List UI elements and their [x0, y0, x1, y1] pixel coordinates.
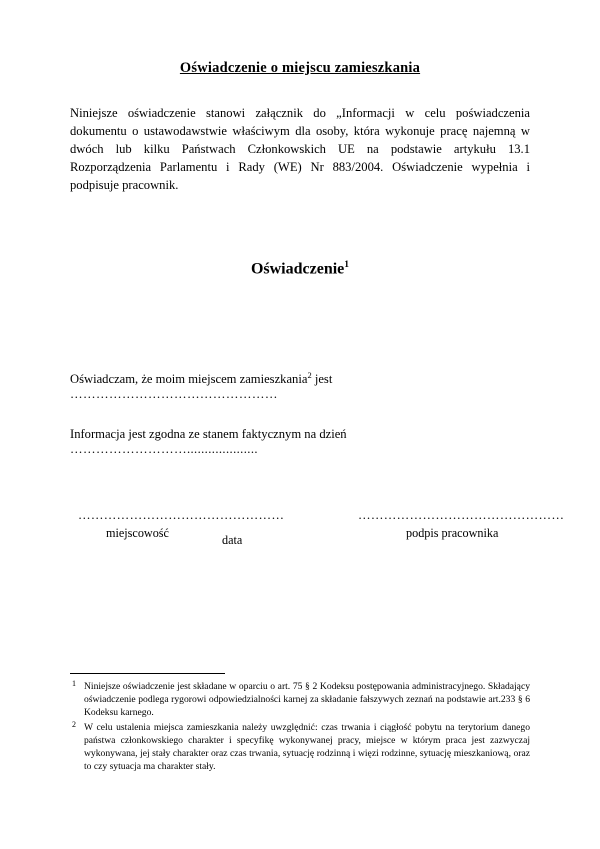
- footnote-2: [70, 721, 530, 774]
- residence-fill-field[interactable]: …………………………………………: [70, 387, 278, 402]
- label-signature: podpis pracownika: [406, 526, 499, 540]
- document-content: [70, 60, 565, 547]
- footnote-separator: [70, 673, 225, 674]
- declaration-heading: [70, 260, 530, 278]
- footnote-1: [70, 680, 530, 720]
- statement-residence-text: Oświadczam, że moim miejscem zamieszkania: [70, 372, 308, 387]
- signature-labels: [358, 526, 558, 544]
- date-fill-field[interactable]: ………………………....................: [70, 442, 258, 456]
- signature-block-employee: [358, 508, 565, 544]
- statement-residence-footnote-marker: 2: [307, 370, 312, 380]
- signature-row: [70, 508, 565, 558]
- footnote-2-number: 2: [72, 719, 76, 729]
- footnote-1-text: Niniejsze oświadczenie jest składane w oparciu o art. 75 § 2 Kodeksu postępowania administracyjnego. Składający oświadczenie podlega rygorowi odpowiedzialności karnej za składanie fałszywych zeznań na podstawie art.233 § 6 Kodeksu karnego.: [84, 681, 530, 719]
- footnote-1-number: 1: [72, 679, 76, 688]
- label-place: miejscowość: [106, 526, 169, 540]
- declaration-heading-text: Oświadczenie: [250, 260, 345, 278]
- statement-residence-text-after: jest: [311, 372, 333, 387]
- declaration-heading-footnote-marker: 1: [344, 260, 350, 270]
- signature-fill-field[interactable]: …………………………………………: [358, 508, 565, 522]
- footnote-2-text: W celu ustalenia miejsca zamieszkania należy uwzględnić: czas trwania i ciągłość pobytu na terytorium danego państwa członkowskiego charakter i specyfikę wykonywanej pracy, miejsce w którym praca jest zazwyczaj wykonywana, jej stały charakter oraz czas trwania, sytuację rodzinną i więzi rodzinne, sytuację mieszkaniową, oraz to czy sytuacja ma charakter stały.: [84, 721, 530, 773]
- label-date: data: [222, 533, 243, 547]
- place-date-fill-field[interactable]: …………………………………………: [78, 508, 285, 522]
- signature-block-place-date: [78, 508, 308, 547]
- page-title: Oświadczenie o miejscu zamieszkania: [179, 60, 421, 76]
- place-date-labels: [78, 526, 308, 547]
- statement-date: [70, 427, 530, 457]
- statement-date-text: Informacja jest zgodna ze stanem faktycznym na dzień: [70, 427, 347, 441]
- statement-residence: [70, 370, 530, 402]
- intro-paragraph: Niniejsze oświadczenie stanowi załącznik do „Informacji w celu poświadczenia dokumentu o ustawodawstwie właściwym dla osoby, która wykonuje pracę najemną w dwóch lub kilku Państwach Członkowskich UE na podstawie artykułu 13.1 Rozporządzenia Parlamentu i Rady (WE) Nr 883/2004. Oświadczenie wypełnia i podpisuje pracownik.: [70, 106, 530, 192]
- footnotes-section: [70, 673, 530, 775]
